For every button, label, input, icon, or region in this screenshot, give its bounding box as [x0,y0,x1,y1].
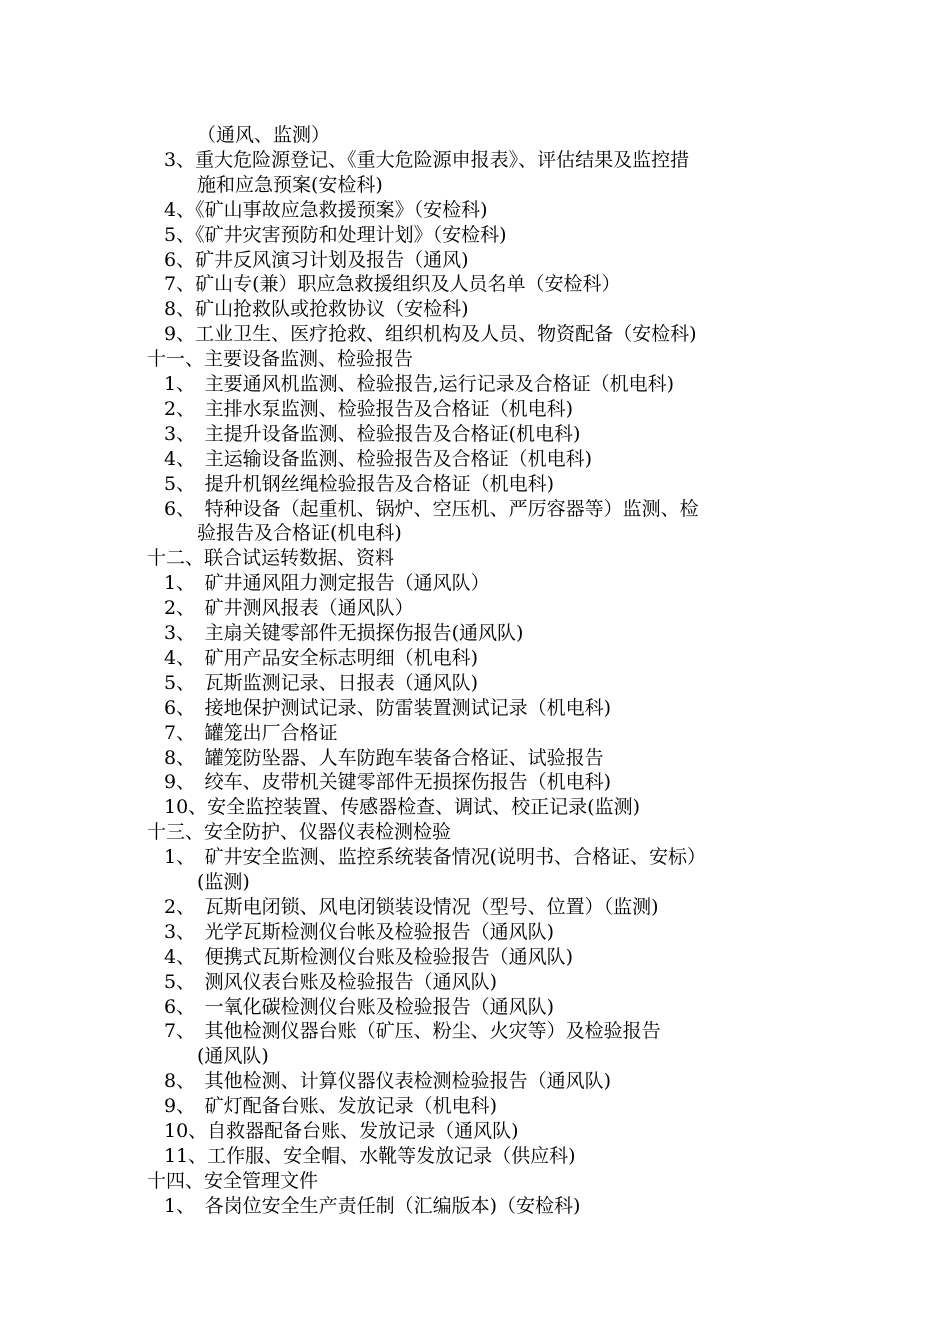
list-item: 7、 其他检测仪器台账（矿压、粉尘、火灾等）及检验报告 [164,1020,661,1043]
list-item-continuation: 验报告及合格证(机电科) [197,522,402,545]
list-item: 3、 光学瓦斯检测仪台帐及检验报告（通风队) [164,920,555,943]
list-item: 1、 主要通风机监测、检验报告,运行记录及合格证（机电科) [164,373,675,395]
list-item: 2、 主排水泵监测、检验报告及合格证（机电科) [164,397,574,420]
list-item: 1、 矿井安全监测、监控系统装备情况(说明书、合格证、安标） [164,846,707,869]
list-item: 3、 主扇关键零部件无损探伤报告(通风队) [164,622,524,644]
list-item: 10、安全监控装置、传感器检查、调试、校正记录(监测) [164,796,641,819]
list-item: 9、 矿灯配备台账、发放记录（机电科) [164,1095,498,1118]
list-item: 8、 其他检测、计算仪器仪表检测检验报告（通风队) [164,1070,612,1093]
list-item: 3、 主提升设备监测、检验报告及合格证(机电科) [164,422,581,445]
list-item: 1、 各岗位安全生产责任制（汇编版本)（安检科) [164,1194,581,1217]
list-item: 4、《矿山事故应急救援预案》（安检科) [164,198,488,221]
list-item: 6、 一氧化碳检测仪台账及检验报告（通风队) [164,995,555,1018]
list-item: 8、 罐笼防坠器、人车防跑车装备合格证、试验报告 [164,746,604,769]
list-item: 3、重大危险源登记、《重大危险源申报表》、评估结果及监控措 [164,148,690,171]
list-item: 5、 测风仪表台账及检验报告（通风队) [164,970,498,993]
list-item: 6、矿井反风演习计划及报告（通风) [164,248,469,271]
section-heading: 十三、安全防护、仪器仪表检测检验 [147,821,452,844]
list-item-continuation: 施和应急预案(安检科) [197,173,383,196]
list-item: 1、 矿井通风阻力测定报告（通风队） [164,572,490,595]
list-item: 5、 提升机钢丝绳检验报告及合格证（机电科) [164,472,555,495]
list-item: 7、 罐笼出厂合格证 [164,721,338,744]
list-item: 9、工业卫生、医疗抢救、组织机构及人员、物资配备（安检科) [164,323,697,346]
list-item: 4、 便携式瓦斯检测仪台账及检验报告（通风队) [164,945,574,968]
list-item: 5、 瓦斯监测记录、日报表（通风队) [164,671,479,694]
section-heading: 十四、安全管理文件 [147,1169,319,1192]
list-item: 5、《矿井灾害预防和处理计划》（安检科) [164,223,507,246]
list-item: 2、 瓦斯电闭锁、风电闭锁装设情况（型号、位置）（监测) [164,895,659,918]
list-item: 2、 矿井测风报表（通风队） [164,597,414,620]
section-heading: 十一、主要设备监测、检验报告 [147,348,414,371]
list-item-continuation: (监测) [197,871,250,893]
list-item: 6、 特种设备（起重机、锅炉、空压机、严厉容器等）监测、检 [164,497,699,520]
list-item: 11、工作服、安全帽、水靴等发放记录（供应科) [164,1144,576,1167]
list-item: 4、 矿用产品安全标志明细（机电科) [164,646,479,669]
list-item: 4、 主运输设备监测、检验报告及合格证（机电科) [164,447,593,470]
list-item: 10、自救器配备台账、发放记录（通风队) [164,1120,519,1142]
list-item-continuation: （通风、监测） [197,124,331,146]
list-item: 8、矿山抢救队或抢救协议（安检科) [164,298,469,321]
list-item: 7、矿山专(兼）职应急救援组织及人员名单（安检科） [164,273,621,296]
list-item: 6、 接地保护测试记录、防雷装置测试记录（机电科) [164,696,612,719]
list-item-continuation: (通风队) [197,1045,269,1068]
section-heading: 十二、联合试运转数据、资料 [147,547,395,570]
list-item: 9、 绞车、皮带机关键零部件无损探伤报告（机电科) [164,771,612,794]
